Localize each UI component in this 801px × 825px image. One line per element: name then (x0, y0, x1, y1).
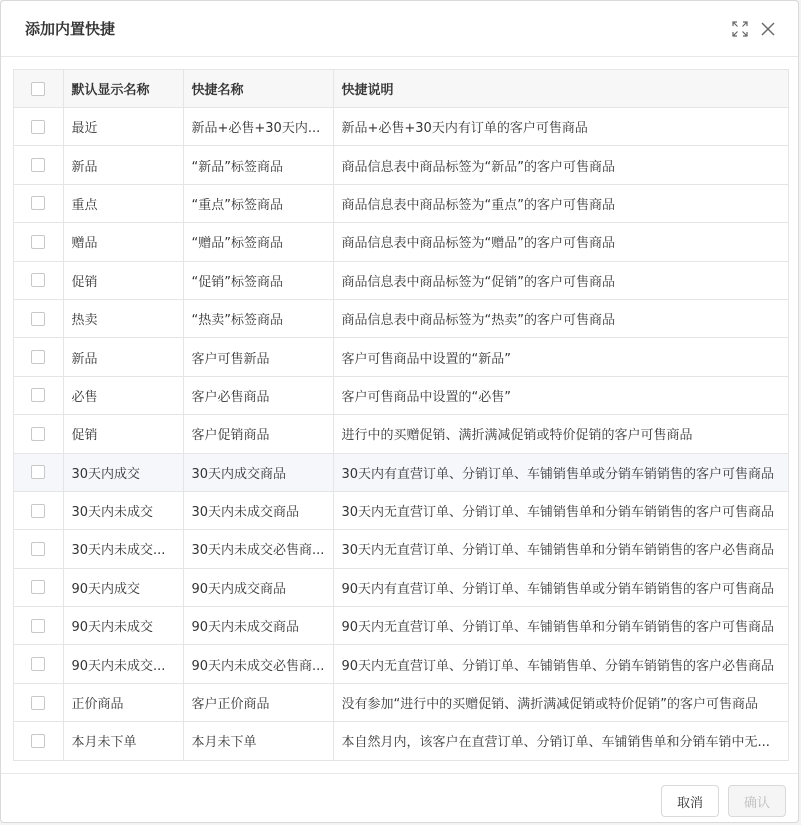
cell-description: 90天内无直营订单、分销订单、车铺销售单、分销车销销售的客户必售商品 (333, 645, 789, 683)
cell-shortcut-name: “热卖”标签商品 (183, 299, 333, 337)
row-checkbox-cell (14, 261, 63, 299)
cell-description: 30天内无直营订单、分销订单、车铺销售单和分销车销销售的客户必售商品 (333, 530, 789, 568)
cell-shortcut-name: 客户必售商品 (183, 376, 333, 414)
cell-display-name: 最近 (63, 108, 183, 146)
cell-display-name: 促销 (63, 261, 183, 299)
cell-shortcut-name: “重点”标签商品 (183, 184, 333, 222)
cell-description: 新品+必售+30天内有订单的客户可售商品 (333, 108, 789, 146)
row-checkbox[interactable] (31, 465, 45, 479)
row-checkbox-cell (14, 607, 63, 645)
row-checkbox[interactable] (31, 120, 45, 134)
cell-display-name: 30天内未成交 (63, 491, 183, 529)
column-header-description: 快捷说明 (333, 70, 789, 108)
cell-description: 30天内无直营订单、分销订单、车铺销售单和分销车销销售的客户可售商品 (333, 491, 789, 529)
table-row[interactable] (14, 530, 789, 568)
table-row[interactable] (14, 146, 789, 184)
cell-display-name: 必售 (63, 376, 183, 414)
cell-display-name: 90天内未成交... (63, 645, 183, 683)
select-all-cell (14, 70, 63, 108)
shortcut-table-container (13, 69, 789, 761)
row-checkbox[interactable] (31, 580, 45, 594)
cell-description: 客户可售商品中设置的“必售” (333, 376, 789, 414)
row-checkbox-cell (14, 376, 63, 414)
cell-shortcut-name: 30天内成交商品 (183, 453, 333, 491)
cell-description: 商品信息表中商品标签为“热卖”的客户可售商品 (333, 299, 789, 337)
cell-shortcut-name: 客户促销商品 (183, 415, 333, 453)
row-checkbox-cell (14, 683, 63, 721)
table-row[interactable] (14, 645, 789, 683)
cell-display-name: 30天内成交 (63, 453, 183, 491)
row-checkbox[interactable] (31, 350, 45, 364)
row-checkbox-cell (14, 299, 63, 337)
row-checkbox-cell (14, 146, 63, 184)
cell-description: 没有参加“进行中的买赠促销、满折满减促销或特价促销”的客户可售商品 (333, 683, 789, 721)
cell-display-name: 本月未下单 (63, 722, 183, 760)
table-row[interactable] (14, 261, 789, 299)
row-checkbox[interactable] (31, 196, 45, 210)
cell-display-name: 正价商品 (63, 683, 183, 721)
cell-display-name: 90天内成交 (63, 568, 183, 606)
cell-description: 商品信息表中商品标签为“新品”的客户可售商品 (333, 146, 789, 184)
cell-shortcut-name: 本月未下单 (183, 722, 333, 760)
column-header-shortcut-name: 快捷名称 (183, 70, 333, 108)
cell-description: 商品信息表中商品标签为“促销”的客户可售商品 (333, 261, 789, 299)
row-checkbox-cell (14, 223, 63, 261)
cell-display-name: 热卖 (63, 299, 183, 337)
cell-description: 90天内有直营订单、分销订单、车铺销售单或分销车销销售的客户可售商品 (333, 568, 789, 606)
cell-description: 商品信息表中商品标签为“重点”的客户可售商品 (333, 184, 789, 222)
cell-shortcut-name: 90天内未成交商品 (183, 607, 333, 645)
row-checkbox-cell (14, 645, 63, 683)
cell-description: 客户可售商品中设置的“新品” (333, 338, 789, 376)
cell-display-name: 赠品 (63, 223, 183, 261)
cell-description: 进行中的买赠促销、满折满减促销或特价促销的客户可售商品 (333, 415, 789, 453)
table-row[interactable] (14, 568, 789, 606)
row-checkbox[interactable] (31, 312, 45, 326)
cell-description: 本自然月内，该客户在直营订单、分销订单、车铺销售单和分销车销中无... (333, 722, 789, 760)
column-header-display-name: 默认显示名称 (63, 70, 183, 108)
table-row[interactable] (14, 184, 789, 222)
table-row[interactable] (14, 376, 789, 414)
cell-shortcut-name: 客户可售新品 (183, 338, 333, 376)
cancel-button[interactable]: 取消 (661, 785, 719, 817)
row-checkbox-cell (14, 722, 63, 760)
dialog-title: 添加内置快捷 (25, 20, 116, 38)
cell-shortcut-name: 30天内未成交必售商... (183, 530, 333, 568)
row-checkbox-cell (14, 568, 63, 606)
cell-shortcut-name: 30天内未成交商品 (183, 491, 333, 529)
row-checkbox-cell (14, 415, 63, 453)
row-checkbox[interactable] (31, 427, 45, 441)
row-checkbox[interactable] (31, 235, 45, 249)
cell-display-name: 新品 (63, 146, 183, 184)
expand-icon[interactable] (730, 19, 750, 39)
row-checkbox-cell (14, 108, 63, 146)
cell-description: 90天内无直营订单、分销订单、车铺销售单和分销车销销售的客户可售商品 (333, 607, 789, 645)
table-header-row (14, 70, 789, 108)
dialog-footer (1, 773, 798, 824)
table-row[interactable] (14, 223, 789, 261)
shortcut-table (14, 70, 789, 761)
cell-shortcut-name: 新品+必售+30天内... (183, 108, 333, 146)
row-checkbox[interactable] (31, 657, 45, 671)
cell-display-name: 促销 (63, 415, 183, 453)
table-row[interactable] (14, 415, 789, 453)
dialog-header (1, 1, 798, 57)
row-checkbox[interactable] (31, 734, 45, 748)
select-all-checkbox[interactable] (31, 82, 45, 96)
table-row[interactable] (14, 108, 789, 146)
table-row[interactable] (14, 338, 789, 376)
cell-display-name: 重点 (63, 184, 183, 222)
cell-shortcut-name: 90天内未成交必售商... (183, 645, 333, 683)
cell-shortcut-name: “新品”标签商品 (183, 146, 333, 184)
cell-description: 30天内有直营订单、分销订单、车铺销售单或分销车销销售的客户可售商品 (333, 453, 789, 491)
row-checkbox[interactable] (31, 273, 45, 287)
row-checkbox-cell (14, 338, 63, 376)
table-row[interactable] (14, 607, 789, 645)
cell-shortcut-name: 90天内成交商品 (183, 568, 333, 606)
close-icon[interactable] (758, 19, 778, 39)
row-checkbox[interactable] (31, 504, 45, 518)
table-row[interactable] (14, 683, 789, 721)
table-row[interactable] (14, 491, 789, 529)
cell-shortcut-name: “促销”标签商品 (183, 261, 333, 299)
cell-shortcut-name: 客户正价商品 (183, 683, 333, 721)
row-checkbox[interactable] (31, 158, 45, 172)
cell-display-name: 90天内未成交 (63, 607, 183, 645)
cell-shortcut-name: “赠品”标签商品 (183, 223, 333, 261)
row-checkbox-cell (14, 453, 63, 491)
cell-display-name: 新品 (63, 338, 183, 376)
table-row[interactable] (14, 453, 789, 491)
table-row[interactable] (14, 722, 789, 760)
row-checkbox[interactable] (31, 619, 45, 633)
row-checkbox-cell (14, 184, 63, 222)
cell-display-name: 30天内未成交... (63, 530, 183, 568)
row-checkbox[interactable] (31, 388, 45, 402)
row-checkbox[interactable] (31, 696, 45, 710)
confirm-button[interactable]: 确认 (728, 785, 786, 817)
cell-description: 商品信息表中商品标签为“赠品”的客户可售商品 (333, 223, 789, 261)
row-checkbox-cell (14, 491, 63, 529)
row-checkbox[interactable] (31, 542, 45, 556)
row-checkbox-cell (14, 530, 63, 568)
table-row[interactable] (14, 299, 789, 337)
